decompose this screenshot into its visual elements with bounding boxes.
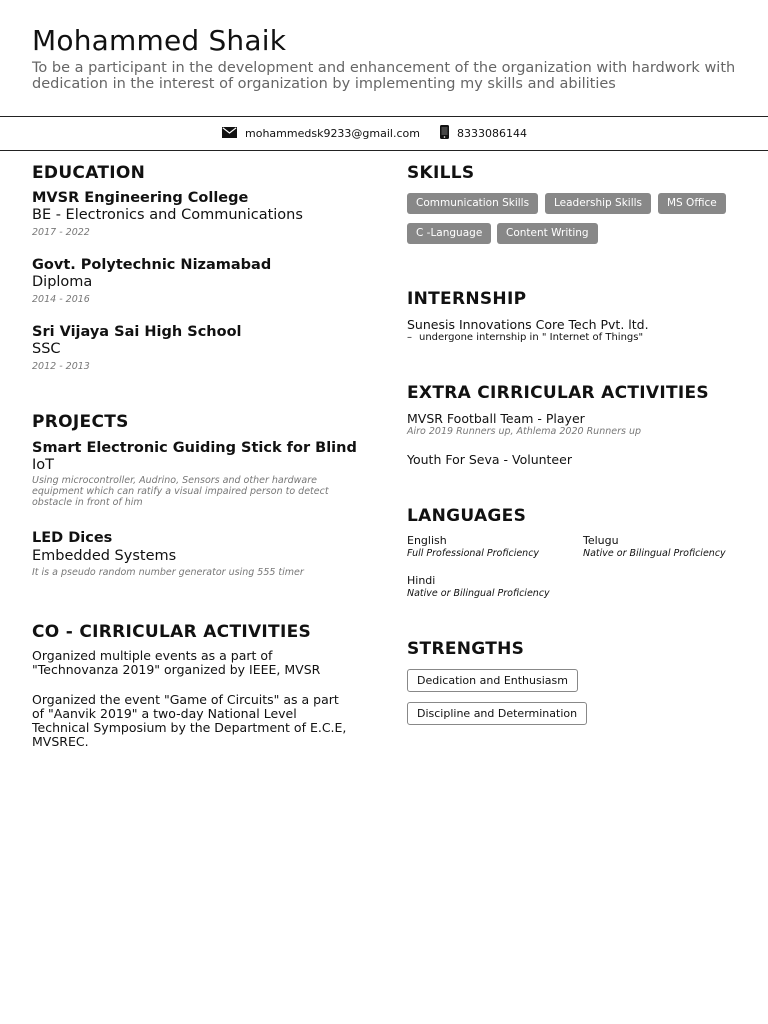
project-name: LED Dices	[32, 530, 113, 546]
project-description: Using microcontroller, Audrino, Sensors and other hardware equipment which can ratify a visual impaired person to detect obstacle in front of him	[32, 475, 329, 508]
language-name: Telugu	[583, 534, 619, 547]
education-institution: MVSR Engineering College	[32, 190, 249, 206]
email-text[interactable]: mohammedsk9233@gmail.com	[245, 127, 420, 140]
skill-tag: C -Language	[407, 223, 491, 244]
education-degree: Diploma	[32, 274, 93, 290]
resume-header	[32, 24, 736, 92]
career-objective: To be a participant in the development and enhancement of the organization with hardwork with dedication in the interest of organization by implementing my skills and abilities	[32, 60, 736, 92]
skill-tag: MS Office	[658, 193, 726, 214]
co-curricular-item: Organized the event "Game of Circuits" as a part of "Aanvik 2019" a two-day National Level Technical Symposium by the Department of E.C.E, MVSREC.	[32, 692, 347, 749]
candidate-name: Mohammed Shaik	[32, 24, 287, 57]
contact-bar	[0, 116, 768, 151]
project-category: IoT	[32, 457, 55, 473]
language-name: English	[407, 534, 447, 547]
extra-curricular-activity: Youth For Seva - Volunteer	[407, 452, 572, 467]
languages-heading: LANGUAGES	[407, 506, 527, 526]
education-degree: SSC	[32, 341, 61, 357]
bullet-dash: –	[407, 332, 412, 343]
skills-heading: SKILLS	[407, 163, 475, 183]
education-institution: Sri Vijaya Sai High School	[32, 324, 242, 340]
contact-email[interactable]	[222, 117, 420, 150]
internship-company: Sunesis Innovations Core Tech Pvt. ltd.	[407, 317, 649, 332]
education-heading: EDUCATION	[32, 163, 146, 183]
language-proficiency: Full Professional Proficiency	[407, 548, 540, 559]
language-name: Hindi	[407, 574, 436, 587]
strengths-heading: STRENGTHS	[407, 639, 525, 659]
project-category: Embedded Systems	[32, 548, 177, 564]
extra-curricular-detail: Airo 2019 Runners up, Athlema 2020 Runners up	[407, 426, 642, 437]
education-dates: 2017 - 2022	[32, 227, 90, 238]
education-dates: 2014 - 2016	[32, 294, 90, 305]
project-description: It is a pseudo random number generator using 555 timer	[32, 567, 304, 578]
education-institution: Govt. Polytechnic Nizamabad	[32, 257, 272, 273]
internship-heading: INTERNSHIP	[407, 289, 527, 309]
project-name: Smart Electronic Guiding Stick for Blind	[32, 440, 357, 456]
co-curricular-heading: CO - CIRRICULAR ACTIVITIES	[32, 622, 312, 642]
co-curricular-item: Organized multiple events as a part of "Technovanza 2019" organized by IEEE, MVSR	[32, 648, 321, 677]
mobile-phone-icon	[440, 125, 449, 142]
strength-tag: Discipline and Determination	[407, 702, 587, 725]
contact-phone[interactable]	[440, 117, 527, 150]
language-proficiency: Native or Bilingual Proficiency	[407, 588, 550, 599]
extra-curricular-heading: EXTRA CIRRICULAR ACTIVITIES	[407, 383, 709, 403]
education-dates: 2012 - 2013	[32, 361, 90, 372]
internship-detail	[407, 332, 643, 344]
extra-curricular-activity: MVSR Football Team - Player	[407, 411, 585, 426]
skill-tag: Communication Skills	[407, 193, 538, 214]
education-degree: BE - Electronics and Communications	[32, 207, 303, 223]
envelope-icon	[222, 127, 237, 141]
skill-tag: Content Writing	[497, 223, 598, 244]
projects-heading: PROJECTS	[32, 412, 129, 432]
skill-tag: Leadership Skills	[545, 193, 651, 214]
strength-tag: Dedication and Enthusiasm	[407, 669, 578, 692]
language-proficiency: Native or Bilingual Proficiency	[583, 548, 726, 559]
phone-text[interactable]: 8333086144	[457, 127, 527, 140]
internship-bullet-text: undergone internship in " Internet of Things"	[419, 332, 644, 343]
